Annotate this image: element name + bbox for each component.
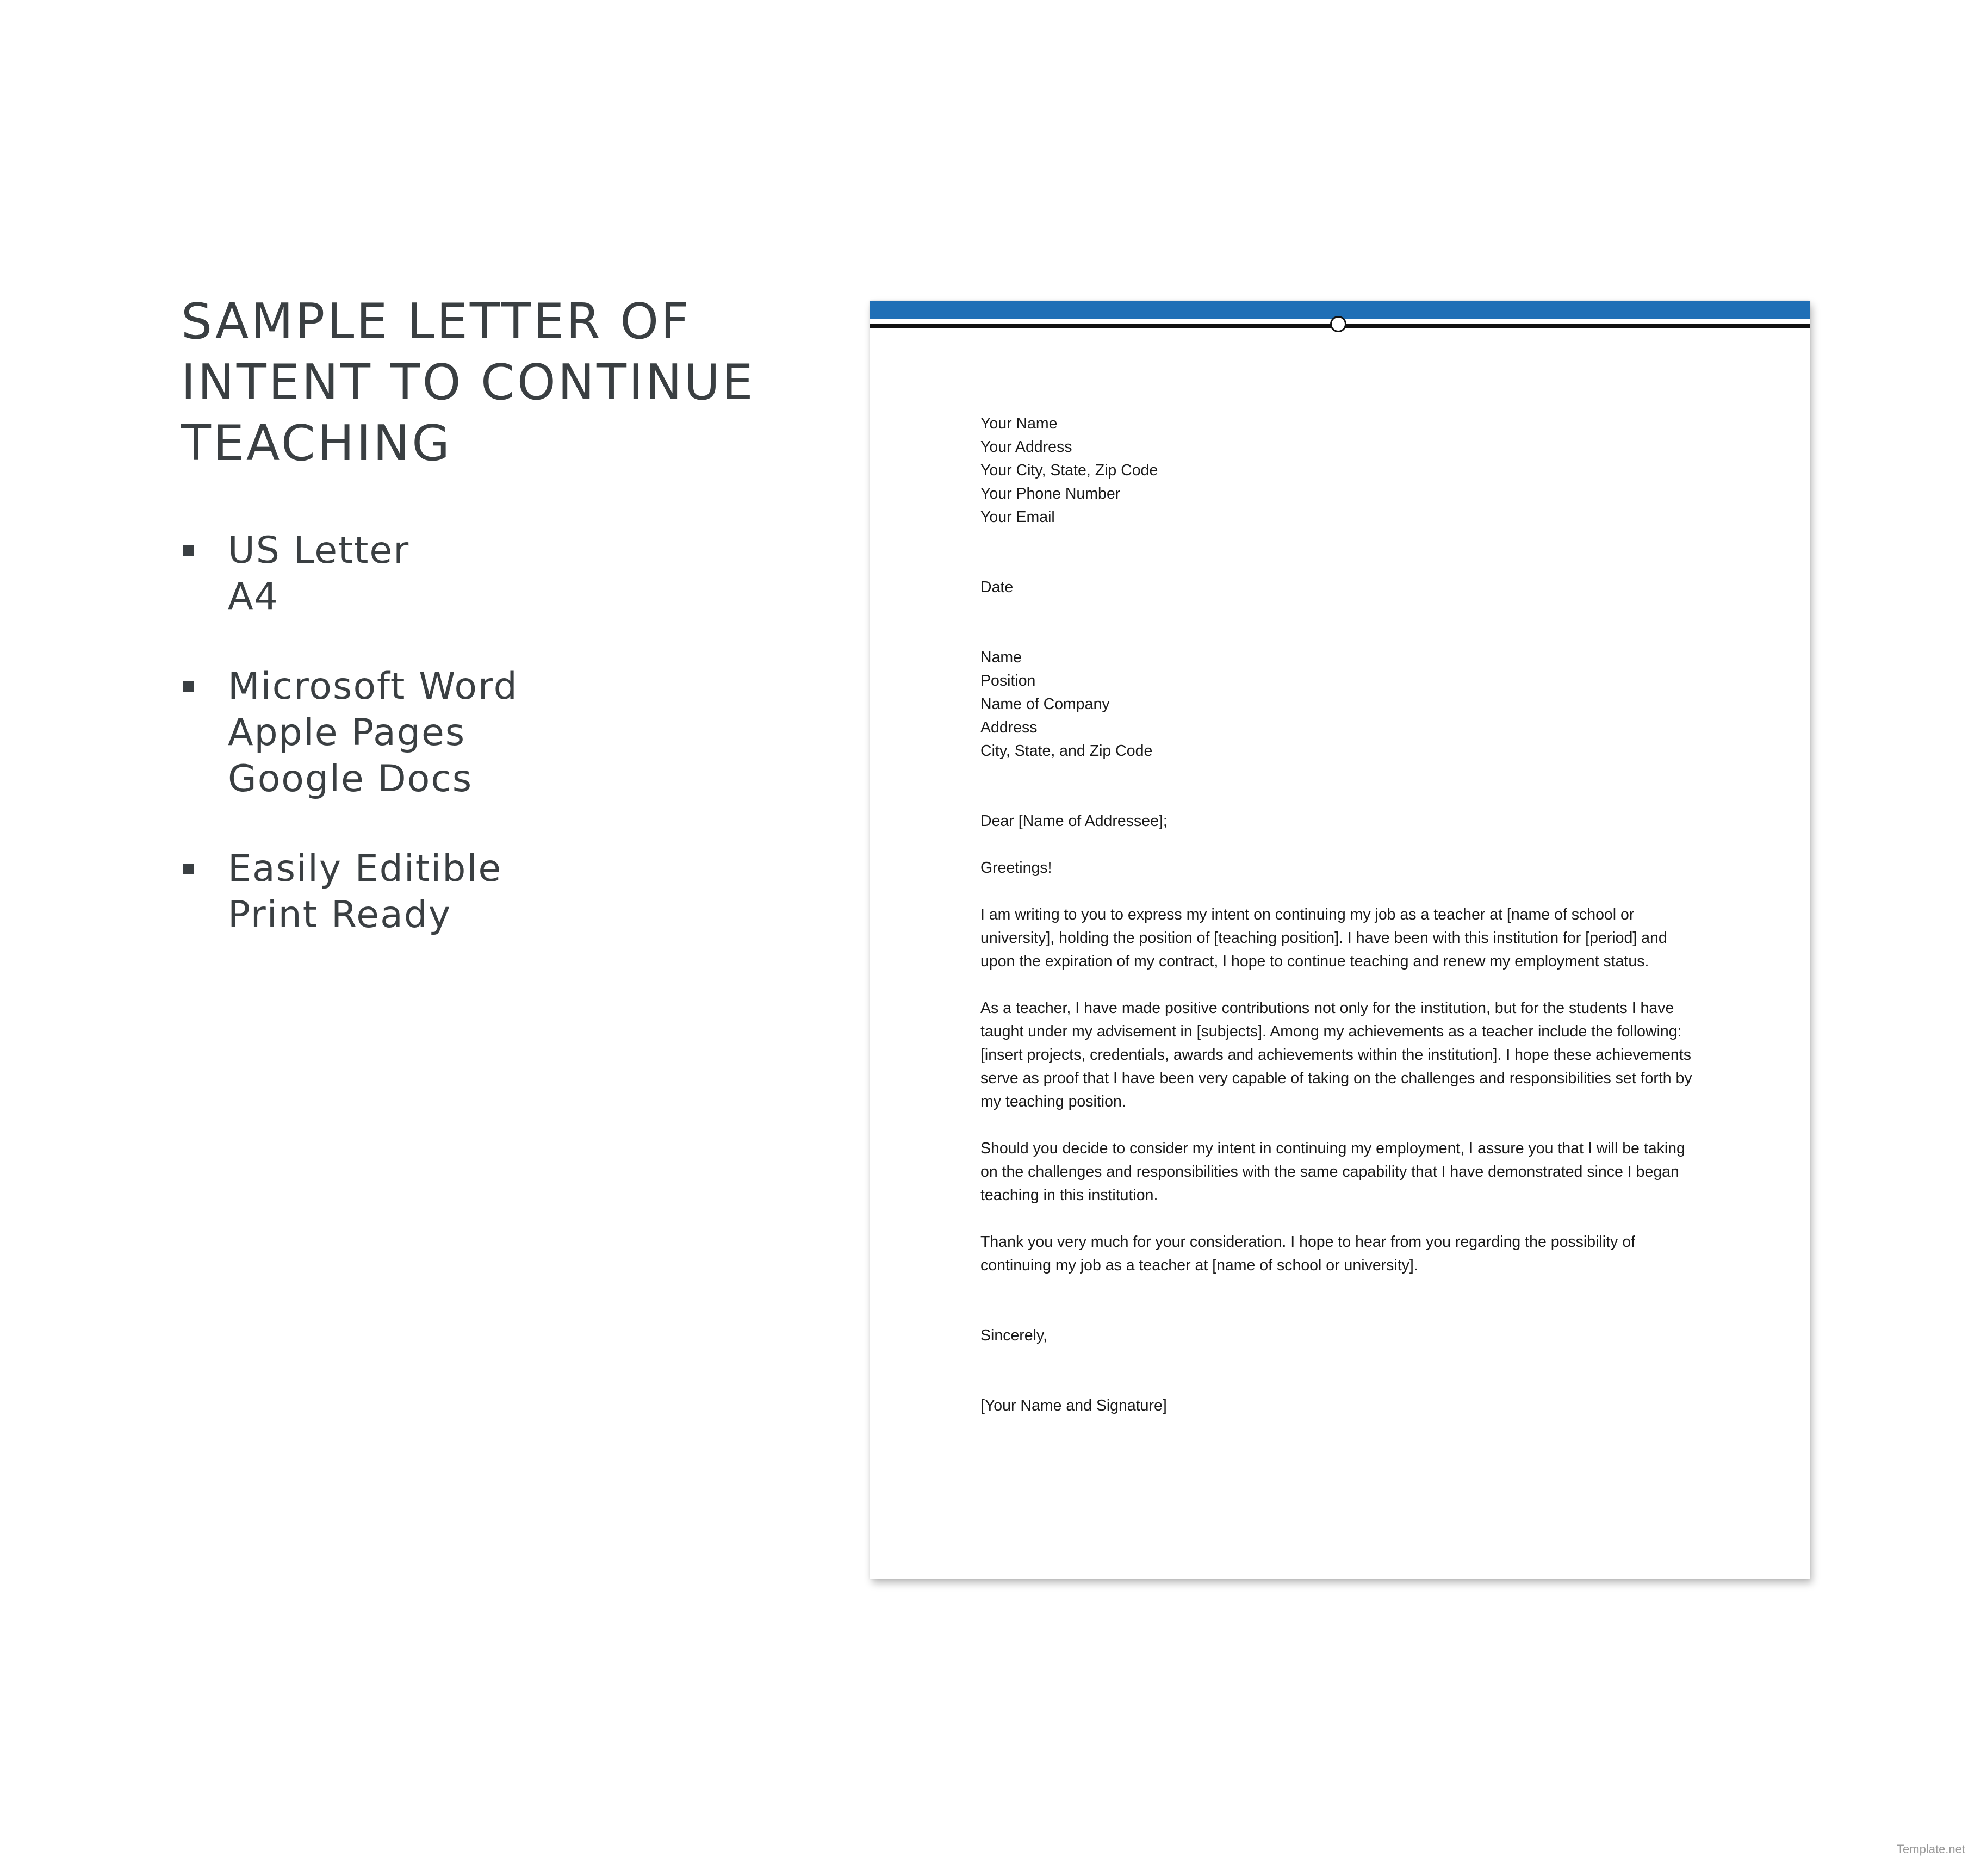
sender-name: Your Name [980, 415, 1058, 432]
feature-line: Apple Pages [228, 711, 466, 754]
date-block [980, 576, 1704, 599]
feature-line: Print Ready [228, 893, 452, 936]
feature-item-apps [181, 663, 806, 802]
recipient-address: Address [980, 719, 1038, 736]
feature-list [181, 527, 806, 982]
body-paragraph: Thank you very much for your consideration. I hope to hear from you regarding the possibility of continuing my job as a teacher at [name of school or university]. [980, 1233, 1635, 1274]
recipient-block [980, 646, 1704, 763]
feature-line: Easily Editible [228, 847, 502, 890]
sender-city: Your City, State, Zip Code [980, 462, 1158, 479]
feature-line: Google Docs [228, 757, 473, 800]
letter-document-preview [870, 301, 1810, 1579]
sender-block [980, 412, 1704, 529]
square-bullet-icon [183, 864, 194, 874]
feature-item-qualities [181, 846, 806, 938]
closing: Sincerely, [980, 1327, 1048, 1344]
salutation: Dear [Name of Addressee]; [980, 812, 1168, 830]
feature-item-formats [181, 527, 806, 620]
letter-body [980, 412, 1704, 1418]
sender-address: Your Address [980, 438, 1072, 456]
signature-line: [Your Name and Signature] [980, 1397, 1167, 1414]
square-bullet-icon [183, 545, 194, 556]
sender-email: Your Email [980, 508, 1055, 526]
recipient-city: City, State, and Zip Code [980, 742, 1153, 760]
recipient-name: Name [980, 649, 1022, 666]
recipient-position: Position [980, 672, 1036, 689]
header-circle-ornament [1330, 316, 1346, 332]
letter-date: Date [980, 579, 1014, 596]
feature-line: US Letter [228, 529, 410, 572]
square-bullet-icon [183, 681, 194, 692]
feature-line: A4 [228, 575, 279, 618]
feature-line: Microsoft Word [228, 665, 518, 708]
body-paragraph: Should you decide to consider my intent in continuing my employment, I assure you that I will be taking on the challenges and responsibilities with the same capability that I have demonstrated since I began teaching in this institution. [980, 1140, 1685, 1204]
body-paragraph: I am writing to you to express my intent on continuing my job as a teacher at [name of school or university], holding the position of [teaching position]. I have been with this institution for [period] and upon the expiration of my contract, I hope to continue teaching and renew my employment status. [980, 906, 1667, 970]
body-paragraph: As a teacher, I have made positive contributions not only for the institution, but for the students I have taught under my advisement in [subjects]. Among my achievements as a teacher include the following: [insert projects, credentials, awards and achievements within the institution]. I hope these achievements serve as proof that I have been very capable of taking on the challenges and responsibilities set forth by my teaching position. [980, 999, 1692, 1110]
sender-phone: Your Phone Number [980, 485, 1121, 502]
watermark: Template.net [1897, 1842, 1965, 1856]
greeting: Greetings! [980, 859, 1052, 877]
recipient-company: Name of Company [980, 695, 1110, 713]
page-title: SAMPLE LETTER OF INTENT TO CONTINUE TEACHING [181, 293, 755, 472]
